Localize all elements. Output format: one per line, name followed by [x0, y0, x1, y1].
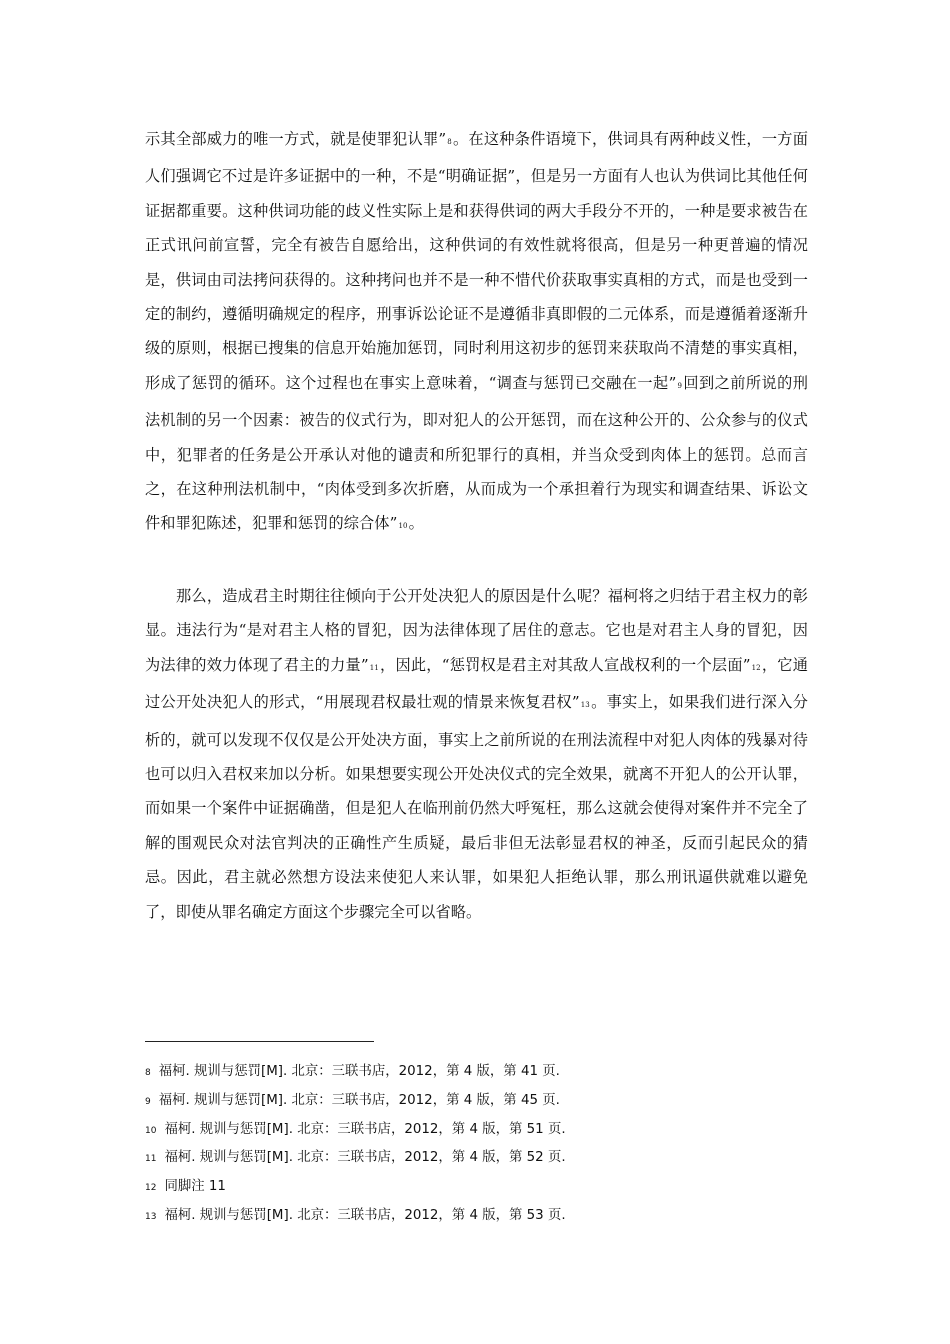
footnote-text: 福柯. 规训与惩罚[M]. 北京：三联书店，2012，第 4 版，第 51 页.	[164, 1121, 566, 1137]
footnote-ref-9: 9	[677, 381, 683, 390]
paragraph-text: 。事实上，如果我们进行深入分析的，就可以发现不仅仅是公开处决方面，事实上之前所说的在刑法流程中对犯人肉体的残暴对待也可以归入君权来加以分析。如果想要实现公开处决仪式的完全效果，就离不开犯人的公开认罪，而如果一个案件中证据确凿，但是犯人在临刑前仍然大呼冤枉，那么这就会使得对案件并不完全了解的围观民众对法官判决的正确性产生质疑，最后非但无法彰显君权的神圣，反而引起民众的猜忌。因此，君主就必然想方设法来使犯人来认罪，如果犯人拒绝认罪，那么刑讯逼供就难以避免了，即使从罪名确定方面这个步骤完全可以省略。	[145, 693, 808, 921]
footnote-text: 福柯. 规训与惩罚[M]. 北京：三联书店，2012，第 4 版，第 45 页.	[158, 1092, 560, 1108]
footnote-number: 11	[145, 1154, 157, 1165]
body-paragraph-1	[145, 122, 808, 544]
footnote-number: 13	[145, 1211, 157, 1222]
footnotes	[145, 1058, 845, 1231]
footnote-9	[145, 1087, 845, 1116]
footnote-text: 福柯. 规训与惩罚[M]. 北京：三联书店，2012，第 4 版，第 53 页.	[164, 1207, 566, 1223]
paragraph-text: 那么，造成君主时期往往倾向于公开处决犯人的原因是什么呢？福柯将之归结于君主权力的彰显。违法行为“是对君主人格的冒犯，因为法律体现了居住的意志。它也是对君主人身的冒犯，因为法律的效力体现了君主的力量”	[145, 587, 808, 674]
footnote-ref-12: 12	[751, 663, 761, 672]
footnote-13	[145, 1202, 845, 1231]
paragraph-text: 。在这种条件语境下，供词具有两种歧义性，一方面人们强调它不过是许多证据中的一种，不是“明确证据”，但是另一方面有人也认为供词比其他任何证据都重要。这种供词功能的歧义性实际上是和获得供词的两大手段分不开的，一种是要求被告在正式讯问前宣誓，完全有被告自愿给出，这种供词的有效性就将很高，但是另一种更普遍的情况是，供词由司法拷问获得的。这种拷问也并不是一种不惜代价获取事实真相的方式，而是也受到一定的制约，遵循明确规定的程序，刑事诉讼论证不是遵循非真即假的二元体系，而是遵循着逐渐升级的原则，根据已搜集的信息开始施加惩罚，同时利用这初步的惩罚来获取尚不清楚的事实真相，形成了惩罚的循环。这个过程也在事实上意味着，“调查与惩罚已交融在一起”	[145, 130, 808, 392]
footnote-text: 同脚注 11	[164, 1179, 226, 1195]
paragraph-text: 。	[408, 514, 424, 533]
footnote-number: 9	[145, 1096, 151, 1107]
paragraph-text: 示其全部威力的唯一方式，就是使罪犯认罪”	[145, 130, 447, 148]
footnote-10	[145, 1116, 845, 1145]
footnote-separator	[145, 1041, 374, 1042]
footnote-ref-11: 11	[369, 663, 379, 672]
footnote-12	[145, 1173, 845, 1202]
footnote-ref-13: 13	[580, 701, 590, 710]
footnote-8	[145, 1058, 845, 1087]
footnote-number: 8	[145, 1068, 151, 1078]
paragraph-text: ，它通过公开处决犯人的形式，“用展现君权最壮观的情景来恢复君权”	[145, 655, 808, 712]
footnote-number: 12	[145, 1183, 157, 1194]
footnote-number: 10	[145, 1125, 157, 1136]
body-paragraph-2	[145, 579, 808, 929]
footnote-text: 福柯. 规训与惩罚[M]. 北京：三联书店，2012，第 4 版，第 52 页.	[164, 1150, 566, 1166]
paragraph-text: ，因此，“惩罚权是君主对其敌人宣战权利的一个层面”	[379, 655, 751, 674]
footnote-ref-10: 10	[398, 522, 408, 531]
paragraph-text: 回到之前所说的刑法机制的另一个因素：被告的仪式行为，即对犯人的公开惩罚，而在这种公开的、公众参与的仪式中，犯罪者的任务是公开承认对他的谴责和所犯罪行的真相，并当众受到肉体上的惩罚。总而言之，在这种刑法机制中，“肉体受到多次折磨，从而成为一个承担着行为现实和调查结果、诉讼文件和罪犯陈述，犯罪和惩罚的综合体”	[145, 373, 808, 533]
footnote-11	[145, 1144, 845, 1173]
footnote-ref-8: 8	[447, 138, 452, 146]
footnote-text: 福柯. 规训与惩罚[M]. 北京：三联书店，2012，第 4 版，第 41 页.	[158, 1064, 560, 1079]
